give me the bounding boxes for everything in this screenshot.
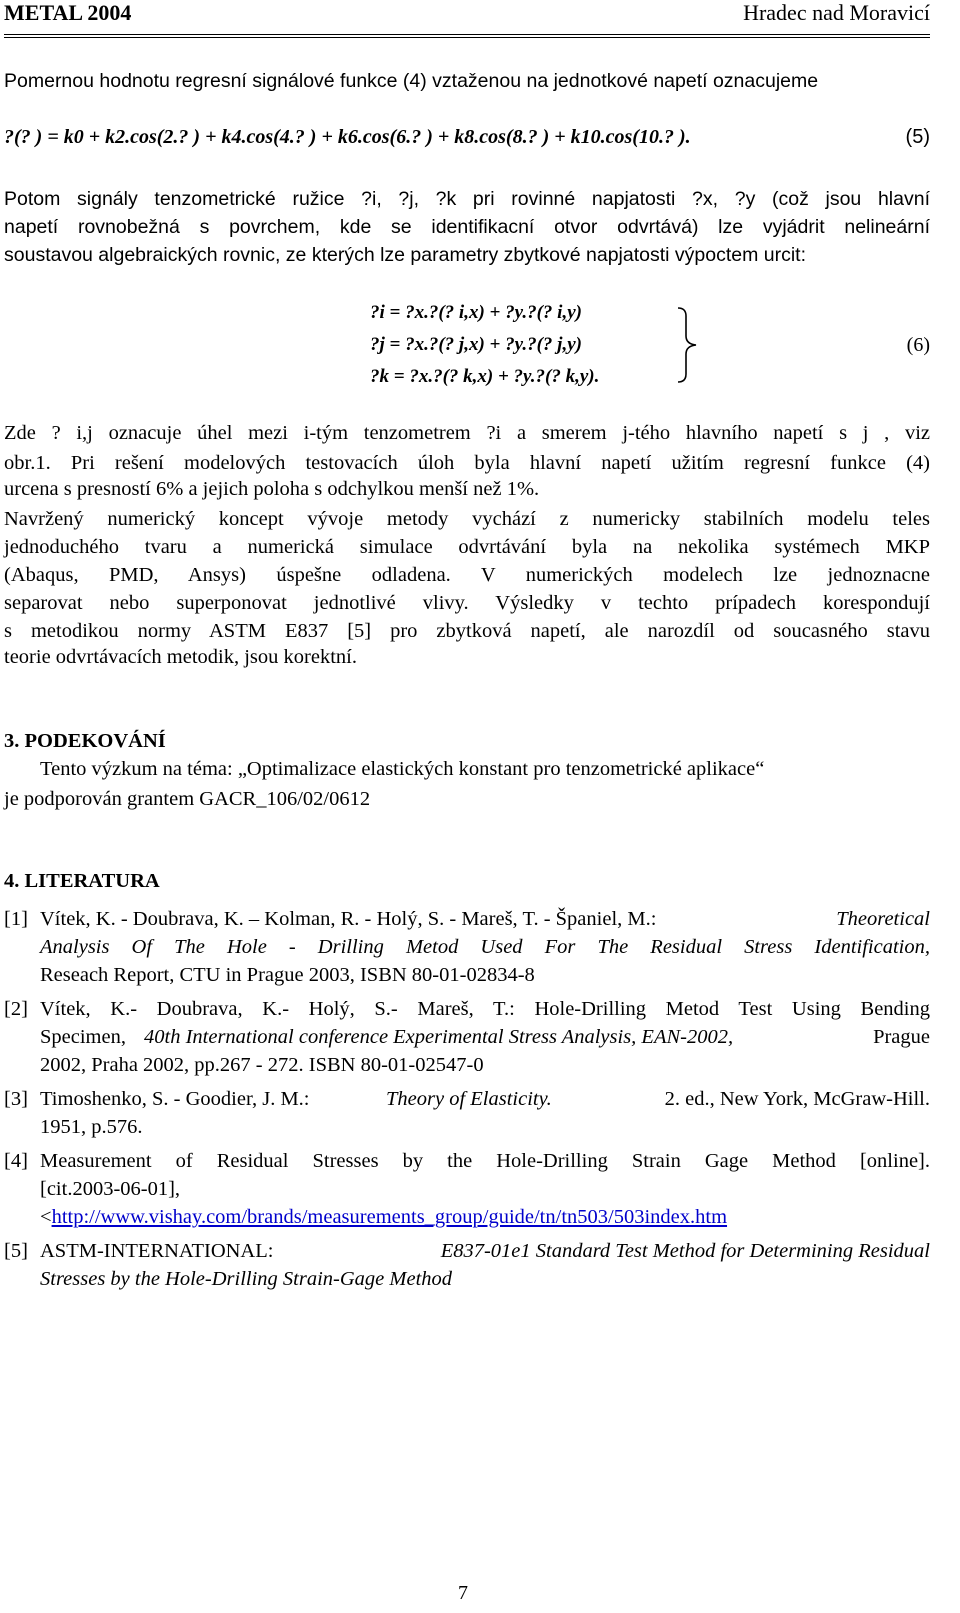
equation-6-row2: ?j = ?x.?(? j,x) + ?y.?(? j,y)	[370, 334, 582, 355]
ref-2-publisher: 2002, Praha 2002, pp.267 - 272. ISBN 80-01-02547-0	[40, 1054, 484, 1076]
para3-line2: obr.1. Pri rešení modelových testovacích úloh byla hlavní napetí užitím regresní funkce (4)	[4, 452, 930, 474]
para2-line3: soustavou algebraických rovnic, ze kterých lze parametry zbytkové napjatosti výpoctem urcit:	[4, 244, 807, 266]
ref-2-line1: Vítek, K.- Doubrava, K.- Holý, S.- Mareš, T.: Hole-Drilling Metod Test Using Bending	[40, 998, 930, 1020]
ref-4-link[interactable]: http://www.vishay.com/brands/measurements_group/guide/tn/tn503/503index.htm	[51, 1206, 728, 1228]
header-rule-second	[4, 37, 930, 38]
para4-line3: (Abaqus, PMD, Ansys) úspešne odladena. V numerických modelech lze jednoznacne	[4, 564, 930, 586]
ref-1-title-start: Theoretical	[836, 908, 930, 930]
ref-3-authors: Timoshenko, S. - Goodier, J. M.:	[40, 1088, 310, 1110]
ref-5-org: ASTM-INTERNATIONAL:	[40, 1240, 274, 1262]
para4-line4: separovat nebo superponovat jednotlivé vlivy. Výsledky v techto prípadech korespondují	[4, 592, 930, 614]
ref-3-title: Theory of Elasticity.	[386, 1088, 552, 1110]
header-location: Hradec nad Moravicí	[743, 0, 930, 25]
para4-line1: Navržený numerický koncept vývoje metody vychází z numericky stabilních modelu teles	[4, 508, 930, 530]
ref-4-number: [4]	[4, 1150, 28, 1172]
equation-6-row1: ?i = ?x.?(? i,x) + ?y.?(? i,y)	[370, 302, 582, 323]
para3-line1: Zde ? i,j oznacuje úhel mezi i-tým tenzometrem ?i a smerem j-tého hlavního napetí s j , viz	[4, 422, 930, 444]
ref-4-link-prefix: <	[40, 1206, 52, 1228]
ref-5-title-start: E837-01e1 Standard Test Method for Determining Residual	[440, 1240, 930, 1262]
header-title: METAL 2004	[4, 0, 132, 25]
section-3-heading: 3. PODEKOVÁNÍ	[4, 730, 166, 752]
para4-line2: jednoduchého tvaru a numerická simulace odvrtávání byla na nekolika systémech MKP	[4, 536, 930, 558]
ref-4-link-line	[40, 1206, 727, 1229]
equation-6-row3: ?k = ?x.?(? k,x) + ?y.?(? k,y).	[370, 366, 600, 387]
ref-2-specimen: Specimen,	[40, 1026, 126, 1048]
ref-5-title-end: Stresses by the Hole-Drilling Strain-Gage Method	[40, 1268, 453, 1290]
equation-6-number: (6)	[906, 334, 930, 356]
para2-line2: napetí rovnobežná s povrchem, kde se identifikacní otvor odvrtává) lze vyjádrit nelineární	[4, 216, 930, 238]
equation-5-number: (5)	[905, 126, 930, 148]
ref-4-cited: [cit.2003-06-01],	[40, 1178, 181, 1200]
para4-line6: teorie odvrtávacích metodik, jsou korektní.	[4, 646, 357, 668]
para4-line5: s metodikou normy ASTM E837 [5] pro zbytková napetí, ale narozdíl od soucasného stavu	[4, 620, 930, 642]
ref-1-number: [1]	[4, 908, 28, 930]
ref-1-publisher: Reseach Report, CTU in Prague 2003, ISBN 80-01-02834-8	[40, 964, 535, 986]
ref-2-conference: 40th International conference Experimental Stress Analysis, EAN-2002,	[144, 1026, 734, 1048]
ref-2-city: Prague	[873, 1026, 930, 1048]
para2-line1: Potom signály tenzometrické ružice ?i, ?j, ?k pri rovinné napjatosti ?x, ?y (což jsou hlavní	[4, 188, 930, 210]
right-brace-icon	[674, 306, 704, 384]
section-4-heading: 4. LITERATURA	[4, 870, 160, 892]
section-3-line2: je podporován grantem GACR_106/02/0612	[4, 788, 371, 810]
ref-5-number: [5]	[4, 1240, 28, 1262]
ref-3-number: [3]	[4, 1088, 28, 1110]
ref-3-edition: 2. ed., New York, McGraw-Hill.	[664, 1088, 930, 1110]
equation-5: ?(? ) = k0 + k2.cos(2.? ) + k4.cos(4.? ) + k6.cos(6.? ) + k8.cos(8.? ) + k10.cos(10.? ).	[4, 126, 691, 148]
header-rule	[4, 34, 930, 35]
section-3-line1: Tento výzkum na téma: „Optimalizace elastických konstant pro tenzometrické aplikace“	[40, 758, 765, 780]
page-number: 7	[458, 1582, 468, 1604]
ref-4-title: Measurement of Residual Stresses by the Hole-Drilling Strain Gage Method [online].	[40, 1150, 930, 1172]
ref-3-year: 1951, p.576.	[40, 1116, 143, 1138]
para1-line1: Pomernou hodnotu regresní signálové funkce (4) vztaženou na jednotkové napetí oznacujeme	[4, 70, 819, 92]
ref-1-title: Analysis Of The Hole - Drilling Metod Used For The Residual Stress Identification,	[40, 936, 930, 958]
ref-1-authors: Vítek, K. - Doubrava, K. – Kolman, R. - Holý, S. - Mareš, T. - Španiel, M.:	[40, 908, 657, 930]
ref-2-number: [2]	[4, 998, 28, 1020]
para3-line3: urcena s presností 6% a jejich poloha s odchylkou menší než 1%.	[4, 478, 540, 500]
